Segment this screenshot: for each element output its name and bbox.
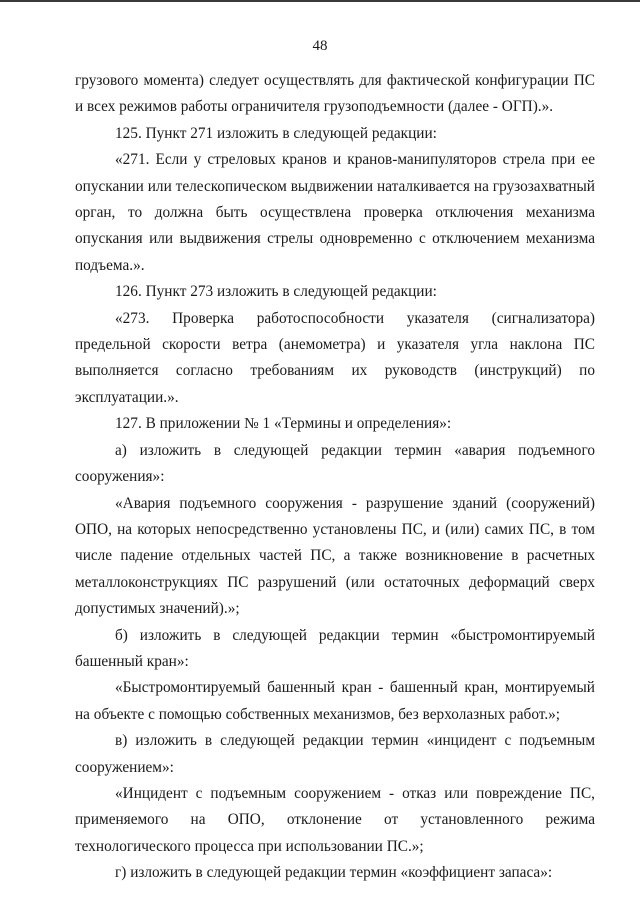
page-number: 48 xyxy=(312,38,328,54)
paragraph-definition-incident: «Инцидент с подъемным сооружением - отказ или повреждение ПС, применяемого на ОПО, отклонение от установленного режима технологического процесса при использовании ПС.»; xyxy=(75,784,595,855)
paragraph-subitem-a: а) изложить в следующей редакции термин «авария подъемного сооружения»: xyxy=(75,441,595,486)
paragraph-item-127: 127. В приложении № 1 «Термины и определения»: xyxy=(115,415,452,433)
paragraph-subitem-v: в) изложить в следующей редакции термин «инцидент с подъемным сооружением»: xyxy=(75,732,595,776)
page-top-edge xyxy=(0,0,640,2)
paragraph-clause-273: «273. Проверка работоспособности указателя (сигнализатора) предельной скорости ветра (анемометра) и указателя угла наклона ПС выполняется согласно требованиям их руководств (инструкций) по эксплуатации.». xyxy=(75,309,595,406)
paragraph-continuation: грузового момента) следует осуществлять для фактической конфигурации ПС и всех режимов работы ограничителя грузоподъемности (далее - ОГП).». xyxy=(75,72,595,116)
paragraph-item-125: 125. Пункт 271 изложить в следующей редакции: xyxy=(115,124,437,142)
paragraph-definition-tower-crane: «Быстромонтируемый башенный кран - башенный кран, монтируемый на объекте с помощью собственных механизмов, без верхолазных работ.»; xyxy=(75,679,595,723)
document-body xyxy=(75,68,595,887)
paragraph-item-126: 126. Пункт 273 изложить в следующей редакции: xyxy=(115,283,437,301)
paragraph-definition-accident: «Авария подъемного сооружения - разрушение зданий (сооружений) ОПО, на которых непосредственно установлены ПС, и (или) самих ПС, в том числе падение отдельных частей ПС, а также возникновение в расчетных металлоконструкциях ПС разрушений (или остаточных деформаций сверх допустимых значений).»; xyxy=(75,494,595,618)
paragraph-subitem-g: г) изложить в следующей редакции термин «коэффициент запаса»: xyxy=(115,864,553,882)
paragraph-clause-271: «271. Если у стреловых кранов и кранов-манипуляторов стрела при ее опускании или телескопическом выдвижении наталкивается на грузозахватный орган, то должна быть осуществлена проверка отключения механизма опускания или выдвижения стрелы одновременно с отключением механизма подъема.». xyxy=(75,151,595,274)
paragraph-subitem-b: б) изложить в следующей редакции термин «быстромонтируемый башенный кран»: xyxy=(75,626,595,670)
